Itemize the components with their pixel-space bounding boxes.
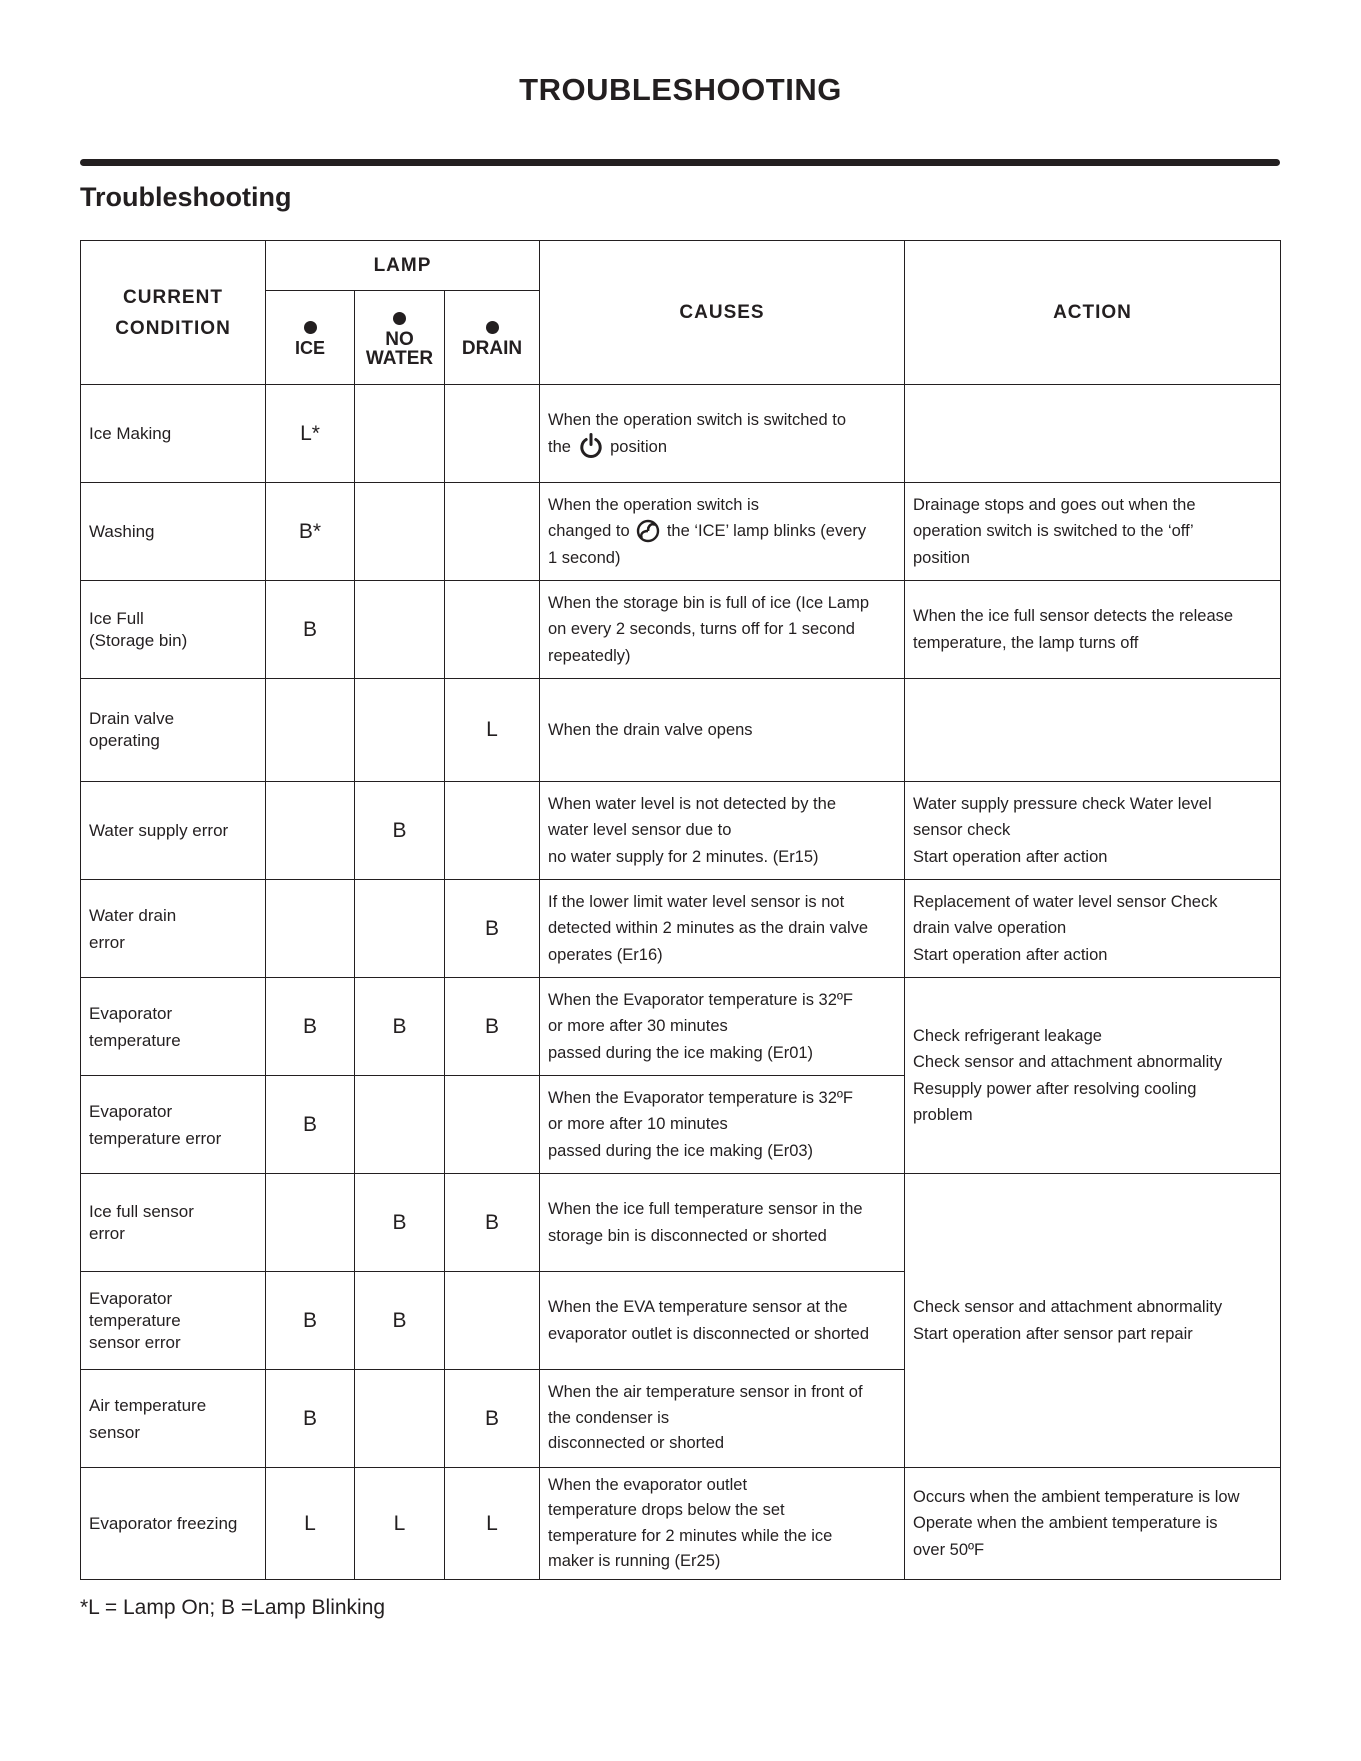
legend-footnote: *L = Lamp On; B =Lamp Blinking	[80, 1596, 386, 1619]
condition-line: sensor error	[89, 1332, 181, 1352]
drain-lamp-cell: B	[445, 880, 540, 978]
cause-line: or more after 10 minutes	[548, 1115, 728, 1134]
ice-lamp-cell	[266, 679, 355, 782]
ice-lamp-cell: B	[266, 1370, 355, 1468]
condition-cell	[81, 581, 266, 679]
condition-cell	[81, 978, 266, 1076]
cause-line: When the Evaporator temperature is 32ºF	[548, 1088, 854, 1107]
cause-cell	[540, 880, 905, 978]
cause-line: temperature for 2 minutes while the ice	[548, 1526, 833, 1545]
condition-line: temperature	[89, 1030, 181, 1050]
cause-line-with-icon	[548, 518, 896, 545]
action-line: When the ice full sensor detects the release	[913, 607, 1234, 625]
ice-lamp-cell: B	[266, 1076, 355, 1174]
action-cell	[905, 978, 1281, 1174]
header-ice	[266, 291, 355, 385]
cause-line: operates (Er16)	[548, 945, 663, 964]
header-no-water-line1: NO	[385, 328, 414, 350]
cause-line: If the lower limit water level sensor is not	[548, 892, 845, 911]
action-line: problem	[913, 1106, 973, 1124]
cause-line: When the operation switch is	[548, 495, 759, 514]
ice-lamp-cell: B	[266, 581, 355, 679]
condition-cell	[81, 1272, 266, 1370]
action-line: Start operation after sensor part repair	[913, 1324, 1193, 1343]
drain-lamp-cell: L	[445, 1468, 540, 1580]
condition-line: Water drain	[89, 905, 177, 925]
table-row	[81, 1468, 1281, 1580]
no-water-lamp-cell: B	[355, 782, 445, 880]
cause-line: When the Evaporator temperature is 32ºF	[548, 990, 854, 1009]
cause-line: passed during the ice making (Er03)	[548, 1141, 814, 1160]
cause-line: detected within 2 minutes as the drain valve	[548, 919, 869, 938]
action-cell	[905, 782, 1281, 880]
condition-line: Evaporator	[89, 1288, 173, 1308]
action-line: Resupply power after resolving cooling	[913, 1079, 1197, 1098]
cause-line: disconnected or shorted	[548, 1434, 725, 1453]
drain-lamp-cell	[445, 1076, 540, 1174]
drain-lamp-cell	[445, 581, 540, 679]
action-line: sensor check	[913, 821, 1011, 840]
cause-line: When the evaporator outlet	[548, 1475, 748, 1494]
action-line: Operate when the ambient temperature is	[913, 1514, 1218, 1533]
table-row	[81, 483, 1281, 581]
header-action: ACTION	[905, 241, 1281, 385]
header-drain-label: DRAIN	[461, 338, 523, 359]
condition-line: Drain valve	[89, 709, 175, 728]
cause-cell	[540, 581, 905, 679]
action-line: over 50ºF	[913, 1540, 985, 1559]
drain-lamp-cell: B	[445, 1370, 540, 1468]
table-row	[81, 581, 1281, 679]
power-icon	[578, 433, 604, 459]
condition-line: error	[89, 932, 125, 952]
action-line: Water supply pressure check Water level	[913, 794, 1212, 813]
cause-line: on every 2 seconds, turns off for 1 second	[548, 620, 855, 639]
action-cell	[905, 1174, 1281, 1468]
cause-line: evaporator outlet is disconnected or shorted	[548, 1324, 870, 1343]
condition-line: operating	[89, 731, 160, 750]
ice-lamp-cell	[266, 782, 355, 880]
condition-cell	[81, 880, 266, 978]
action-line: Check sensor and attachment abnormality	[913, 1053, 1223, 1071]
condition-line: Air temperature	[89, 1395, 207, 1415]
condition-line: Ice Full	[89, 608, 144, 628]
cause-cell	[540, 1174, 905, 1272]
cause-line: or more after 30 minutes	[548, 1017, 728, 1036]
table-row	[81, 782, 1281, 880]
cause-line: passed during the ice making (Er01)	[548, 1043, 814, 1062]
cause-cell	[540, 679, 905, 782]
action-cell	[905, 880, 1281, 978]
condition-cell	[81, 1370, 266, 1468]
condition-line: Evaporator	[89, 1003, 173, 1023]
action-line: temperature, the lamp turns off	[913, 633, 1139, 652]
condition-cell	[81, 1468, 266, 1580]
cause-line: When water level is not detected by the	[548, 794, 836, 813]
table-row	[81, 880, 1281, 978]
ice-lamp-cell: L*	[266, 385, 355, 483]
condition-cell	[81, 483, 266, 581]
condition-cell	[81, 385, 266, 483]
condition-cell	[81, 679, 266, 782]
condition-line: Ice full sensor	[89, 1201, 194, 1221]
table-row	[81, 679, 1281, 782]
condition-line: temperature	[89, 1310, 181, 1330]
cause-cell	[540, 1076, 905, 1174]
cause-line: water level sensor due to	[548, 821, 732, 840]
drain-lamp-cell	[445, 1272, 540, 1370]
action-line: drain valve operation	[913, 919, 1067, 938]
table-row	[81, 978, 1281, 1076]
cause-cell	[540, 385, 905, 483]
cause-text: the ‘ICE’ lamp blinks (every	[666, 522, 867, 541]
cause-line: the condenser is	[548, 1408, 670, 1427]
header-no-water	[355, 291, 445, 385]
action-line: position	[913, 548, 970, 567]
cause-text: changed to	[548, 522, 630, 541]
condition-line: temperature error	[89, 1128, 222, 1148]
action-line: Occurs when the ambient temperature is low	[913, 1487, 1240, 1506]
condition-line: error	[89, 1223, 125, 1243]
no-water-lamp-cell	[355, 679, 445, 782]
table-row	[81, 385, 1281, 483]
header-current-condition-line2: CONDITION	[115, 317, 231, 339]
cause-line: 1 second)	[548, 548, 621, 567]
no-water-lamp-cell	[355, 880, 445, 978]
action-cell	[905, 483, 1281, 581]
condition-line: (Storage bin)	[89, 630, 188, 650]
action-line: operation switch is switched to the ‘off’	[913, 522, 1194, 541]
cause-line: When the storage bin is full of ice (Ice Lamp	[548, 593, 869, 612]
header-row-top	[81, 241, 1281, 291]
action-cell	[905, 679, 1281, 782]
header-lamp: LAMP	[266, 241, 540, 291]
ice-lamp-cell	[266, 1174, 355, 1272]
cause-line-with-icon	[548, 433, 896, 461]
ice-lamp-cell: L	[266, 1468, 355, 1580]
drain-lamp-cell: B	[445, 1174, 540, 1272]
drain-lamp-cell: L	[445, 679, 540, 782]
cause-line: repeatedly)	[548, 646, 631, 665]
lamp-dot-icon	[486, 321, 499, 334]
action-line: Drainage stops and goes out when the	[913, 495, 1196, 514]
ice-lamp-cell: B	[266, 978, 355, 1076]
header-no-water-line2: WATER	[365, 347, 434, 369]
cause-cell	[540, 782, 905, 880]
condition-cell	[81, 782, 266, 880]
wash-cycle-icon	[636, 519, 660, 543]
no-water-lamp-cell	[355, 1370, 445, 1468]
ice-lamp-cell: B	[266, 1272, 355, 1370]
section-title: Troubleshooting	[80, 182, 292, 212]
no-water-lamp-cell	[355, 483, 445, 581]
condition-line: sensor	[89, 1422, 141, 1442]
drain-lamp-cell	[445, 483, 540, 581]
action-cell	[905, 1468, 1281, 1580]
cause-cell	[540, 1370, 905, 1468]
condition-line: Evaporator	[89, 1101, 173, 1121]
cause-text: position	[610, 438, 667, 456]
condition-line: Water supply error	[89, 820, 229, 840]
drain-lamp-cell: B	[445, 978, 540, 1076]
cause-line: storage bin is disconnected or shorted	[548, 1226, 827, 1245]
header-current-condition	[81, 241, 266, 385]
condition-line: Ice Making	[89, 423, 172, 443]
cause-cell	[540, 1272, 905, 1370]
cause-line: When the EVA temperature sensor at the	[548, 1298, 848, 1316]
no-water-lamp-cell	[355, 385, 445, 483]
header-ice-label: ICE	[294, 338, 325, 358]
cause-text: the	[548, 438, 571, 456]
no-water-lamp-cell: B	[355, 978, 445, 1076]
action-line: Replacement of water level sensor Check	[913, 892, 1218, 911]
cause-line: When the drain valve opens	[548, 720, 753, 739]
action-line: Start operation after action	[913, 945, 1108, 964]
lamp-dot-icon	[304, 321, 317, 334]
cause-line: maker is running (Er25)	[548, 1552, 721, 1570]
cause-cell	[540, 978, 905, 1076]
condition-line: Evaporator freezing	[89, 1513, 238, 1533]
table-row	[81, 1174, 1281, 1272]
no-water-lamp-cell	[355, 1076, 445, 1174]
action-line: Check sensor and attachment abnormality	[913, 1298, 1223, 1316]
ice-lamp-cell: B*	[266, 483, 355, 581]
header-rule	[80, 159, 1280, 166]
no-water-lamp-cell	[355, 581, 445, 679]
action-line: Start operation after action	[913, 847, 1108, 866]
action-cell	[905, 581, 1281, 679]
cause-line: When the operation switch is switched to	[548, 410, 847, 429]
cause-line: temperature drops below the set	[548, 1501, 785, 1519]
troubleshooting-table	[80, 240, 1281, 1580]
condition-cell	[81, 1076, 266, 1174]
cause-line: no water supply for 2 minutes. (Er15)	[548, 847, 819, 866]
condition-cell	[81, 1174, 266, 1272]
header-drain	[445, 291, 540, 385]
drain-lamp-cell	[445, 385, 540, 483]
no-water-lamp-cell: L	[355, 1468, 445, 1580]
header-current-condition-line1: CURRENT	[123, 286, 223, 308]
condition-line: Washing	[89, 521, 155, 541]
header-causes: CAUSES	[540, 241, 905, 385]
no-water-lamp-cell: B	[355, 1272, 445, 1370]
action-line: Check refrigerant leakage	[913, 1026, 1102, 1045]
cause-cell	[540, 1468, 905, 1580]
page-title: TROUBLESHOOTING	[519, 72, 842, 107]
cause-line: When the ice full temperature sensor in the	[548, 1200, 863, 1218]
drain-lamp-cell	[445, 782, 540, 880]
cause-cell	[540, 483, 905, 581]
cause-line: When the air temperature sensor in front of	[548, 1383, 863, 1402]
lamp-dot-icon	[393, 312, 406, 325]
ice-lamp-cell	[266, 880, 355, 978]
action-cell	[905, 385, 1281, 483]
no-water-lamp-cell: B	[355, 1174, 445, 1272]
